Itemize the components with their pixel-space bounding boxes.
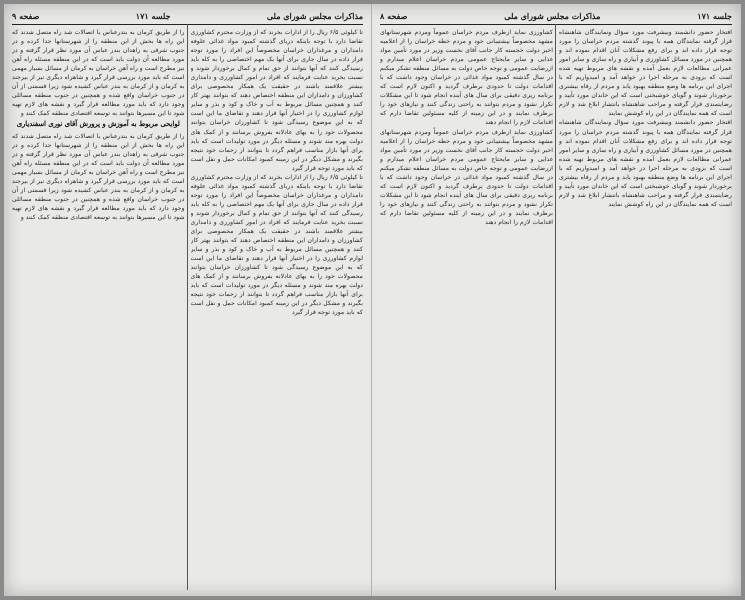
column-text: افتخار حضور دانشمند وبیشرفت مورد سؤال ونمایندگان شاهنشاه قرار گرفته نمایندگان همه با پیوند گذشته مردم خراسان را مورد توجه قرار داده اند و برای رفع مشکلات آنان اقدام نموده اند و همچنین در مورد مسائل کشاورزی و آبیاری و راه سازی و سایر امور عمرانی مطالعات لازم بعمل آمده و نقشه های مربوط تهیه شده است که بزودی به مرحله اجرا در خواهد آمد و امیدواریم که با اجرای این برنامه ها وضع منطقه بهبود یابد و مردم از رفاه بیشتری برخوردار شوند و گویای خوشبختی است که این خاندان مورد تأیید و رضایتمندی قرار گرفته و مراحب شاهنشاه بانتشار ابلاغ شد و لازم است که همه نمایندگان در این راه کوشش نمایند [559,29,732,118]
text-column-right [559,28,732,596]
journal-title: مذاکرات مجلس شورای ملی [266,11,363,21]
column-text-continued: کشاورزی نماید ازطرف مردم خراسان عموماً ومردم شهرستانهای مشهد مخصوصاً بپشتیبانی خود و مردم خطه خراسان را از اعلامیه اخیر دولت خجسته کار جانب آقای نخست وزیر در مورد تأمین مواد غذایی و سایر مایحتاج عمومی مردم خراسان اعلام میدارم و ازرضایت عمومی و توجه خاص دولت به مسائل منطقه تشکر میکنم در سال گذشته کمبود مواد غذائی در خراسان وجود داشت که با اقدامات دولت تا حدودی برطرف گردید و اکنون لازم است که برنامه ریزی دقیقی برای سال های آینده انجام شود تا این مشکلات تکرار نشود و مردم بتوانند به راحتی زندگی کنند و نیازهای خود را برطرف نمایند و در این زمینه از کلیه مسئولین تقاضا دارم که اقدامات لازم را انجام دهند [380,128,553,226]
text-column-right [191,28,364,596]
column-text: کشاورزی نماید ازطرف مردم خراسان عموماً ومردم شهرستانهای مشهد مخصوصاً بپشتیبانی خود و مردم خطه خراسان را از اعلامیه اخیر دولت خجسته کار جانب آقای نخست وزیر در مورد تأمین مواد غذایی و سایر مایحتاج عمومی مردم خراسان اعلام میدارم و ازرضایت عمومی و توجه خاص دولت به مسائل منطقه تشکر میکنم در سال گذشته کمبود مواد غذائی در خراسان وجود داشت که با اقدامات دولت تا حدودی برطرف گردید و اکنون لازم است که برنامه ریزی دقیقی برای سال های آینده انجام شود تا این مشکلات تکرار نشود و مردم بتوانند به راحتی زندگی کنند و نیازهای خود را برطرف نمایند و در این زمینه از کلیه مسئولین تقاضا دارم که اقدامات لازم را انجام دهند [380,29,553,127]
page-header [12,10,363,25]
text-columns [380,28,732,596]
text-column-left [12,28,185,596]
left-page [4,4,372,596]
session-number: جلسه ۱۷۱ [697,11,732,21]
page-number: صفحه ۹ [12,11,40,21]
text-column-left [380,28,553,596]
column-text: را از طریق کرمان به بندرعباس با اتصالات شد راه متصل شدند که این راه ها بخش از این منطقه را از شهرستانها جدا کرده و در جنوب شرقی به زاهدان بندر عباس آن مورد نظر قرار گرفته و در مورد مطالعه آن دولت باید است که در این منطقه مسئله راه آهن نیز مطرح است و راه آهن خراسان به کرمان از مسائل بسیار مهمی است که باید مورد بررسی قرار گیرد و شاهراه دیگری نیز از بیرجند به کرمان و از کرمان به بندر عباس کشیده شود زیرا قسمتی از آن در جنوب خراسان واقع شده و همچنین در جنوب منطقه مسائلی وجود دارد که باید مورد مطالعه قرار گیرد و نقشه های لازم تهیه شود تا این مسیرها بتوانند به توسعه اقتصادی منطقه کمک کنند و [12,29,185,118]
session-number: جلسه ۱۷۱ [135,11,171,21]
document-spread [4,4,741,596]
section-subheading: لوایحی مربوط به آموزش و پرورش آقای نوری اسفندیاری [16,120,180,129]
column-text-continued: را از طریق کرمان به بندرعباس با اتصالات شد راه متصل شدند که این راه ها بخش از این منطقه را از شهرستانها جدا کرده و در جنوب شرقی به زاهدان بندر عباس آن مورد نظر قرار گرفته و در مورد مطالعه آن دولت باید است که در این منطقه مسئله راه آهن نیز مطرح است و راه آهن خراسان به کرمان از مسائل بسیار مهمی است که باید مورد بررسی قرار گیرد و شاهراه دیگری نیز از بیرجند به کرمان و از کرمان به بندر عباس کشیده شود زیرا قسمتی از آن در جنوب خراسان واقع شده و همچنین در جنوب منطقه مسائلی وجود دارد که باید مورد مطالعه قرار گیرد و نقشه های لازم تهیه شود تا این مسیرها بتوانند به توسعه اقتصادی منطقه کمک کنند و [12,132,185,221]
journal-title: مذاکرات مجلس شورای ملی [504,11,601,21]
column-text-continued: تا کیلوئی ۶/۵ ریال را از ادارات بخرند که از وزارت محترم کشاورزی تقاضا دارد با توجه باینکه دریای گذشته کمبود مواد غذائی علوفه دامداران و مرغداران خراسان مخصوصاً این افراد را مورد توجه قرار داده در سال جاری برای آنها یک مهم اختصاصی را به کله باید رسیدگی کنند که آنها بتوانند از حق تمام و کمال برخوردار شوند و نسبت بخرید عنایت فرمایند که افراد در امور کشاورزی و دامداری بیشتر علاقمند باشند در حقیقت یک همکار مخصوصی برای کشاورزان و دامداران این منطقه اختصاص دهند که بتوانند بهتر کار کنند و همچنین مسائل مربوط به آب و خاک و کود و بذر و سایر لوازم کشاورزی را در اختیار آنها قرار دهند و تقاضای ما این است که به این موضوع رسیدگی شود تا کشاورزان خراسان بتوانند محصولات خود را به بهای عادلانه بفروش برسانند و از کمک های دولت بهره مند شوند و مسئله دیگر در مورد تولیدات است که باید برای آنها بازار مناسب فراهم گردد تا بتوانند از زحمات خود نتیجه بگیرند و مشکل دیگر در این زمینه کمبود امکانات حمل و نقل است که باید مورد توجه قرار گیرد [190,173,363,317]
page-header [380,10,732,25]
page-number: صفحه ۸ [380,11,408,21]
column-divider [187,24,188,590]
column-divider [555,24,556,590]
column-text-continued: افتخار حضور دانشمند وبیشرفت مورد سؤال ونمایندگان شاهنشاه قرار گرفته نمایندگان همه با پیوند گذشته مردم خراسان را مورد توجه قرار داده اند و برای رفع مشکلات آنان اقدام نموده اند و همچنین در مورد مسائل کشاورزی و آبیاری و راه سازی و سایر امور عمرانی مطالعات لازم بعمل آمده و نقشه های مربوط تهیه شده است که بزودی به مرحله اجرا در خواهد آمد و امیدواریم که با اجرای این برنامه ها وضع منطقه بهبود یابد و مردم از رفاه بیشتری برخوردار شوند و گویای خوشبختی است که این خاندان مورد تأیید و رضایتمندی قرار گرفته و مراحب شاهنشاه بانتشار ابلاغ شد و لازم است که همه نمایندگان در این راه کوشش نمایند [559,119,732,208]
right-page [372,4,740,596]
column-text: تا کیلوئی ۶/۵ ریال را از ادارات بخرند که از وزارت محترم کشاورزی تقاضا دارد با توجه باینکه دریای گذشته کمبود مواد غذائی علوفه دامداران و مرغداران خراسان مخصوصاً این افراد را مورد توجه قرار داده در سال جاری برای آنها یک مهم اختصاصی را به کله باید رسیدگی کنند که آنها بتوانند از حق تمام و کمال برخوردار شوند و نسبت بخرید عنایت فرمایند که افراد در امور کشاورزی و دامداری بیشتر علاقمند باشند در حقیقت یک همکار مخصوصی برای کشاورزان و دامداران این منطقه اختصاص دهند که بتوانند بهتر کار کنند و همچنین مسائل مربوط به آب و خاک و کود و بذر و سایر لوازم کشاورزی را در اختیار آنها قرار دهند و تقاضای ما این است که به این موضوع رسیدگی شود تا کشاورزان خراسان بتوانند محصولات خود را به بهای عادلانه بفروش برسانند و از کمک های دولت بهره مند شوند و مسئله دیگر در مورد تولیدات است که باید برای آنها بازار مناسب فراهم گردد تا بتوانند از زحمات خود نتیجه بگیرند و مشکل دیگر در این زمینه کمبود امکانات حمل و نقل است که باید مورد توجه قرار گیرد [190,29,363,172]
